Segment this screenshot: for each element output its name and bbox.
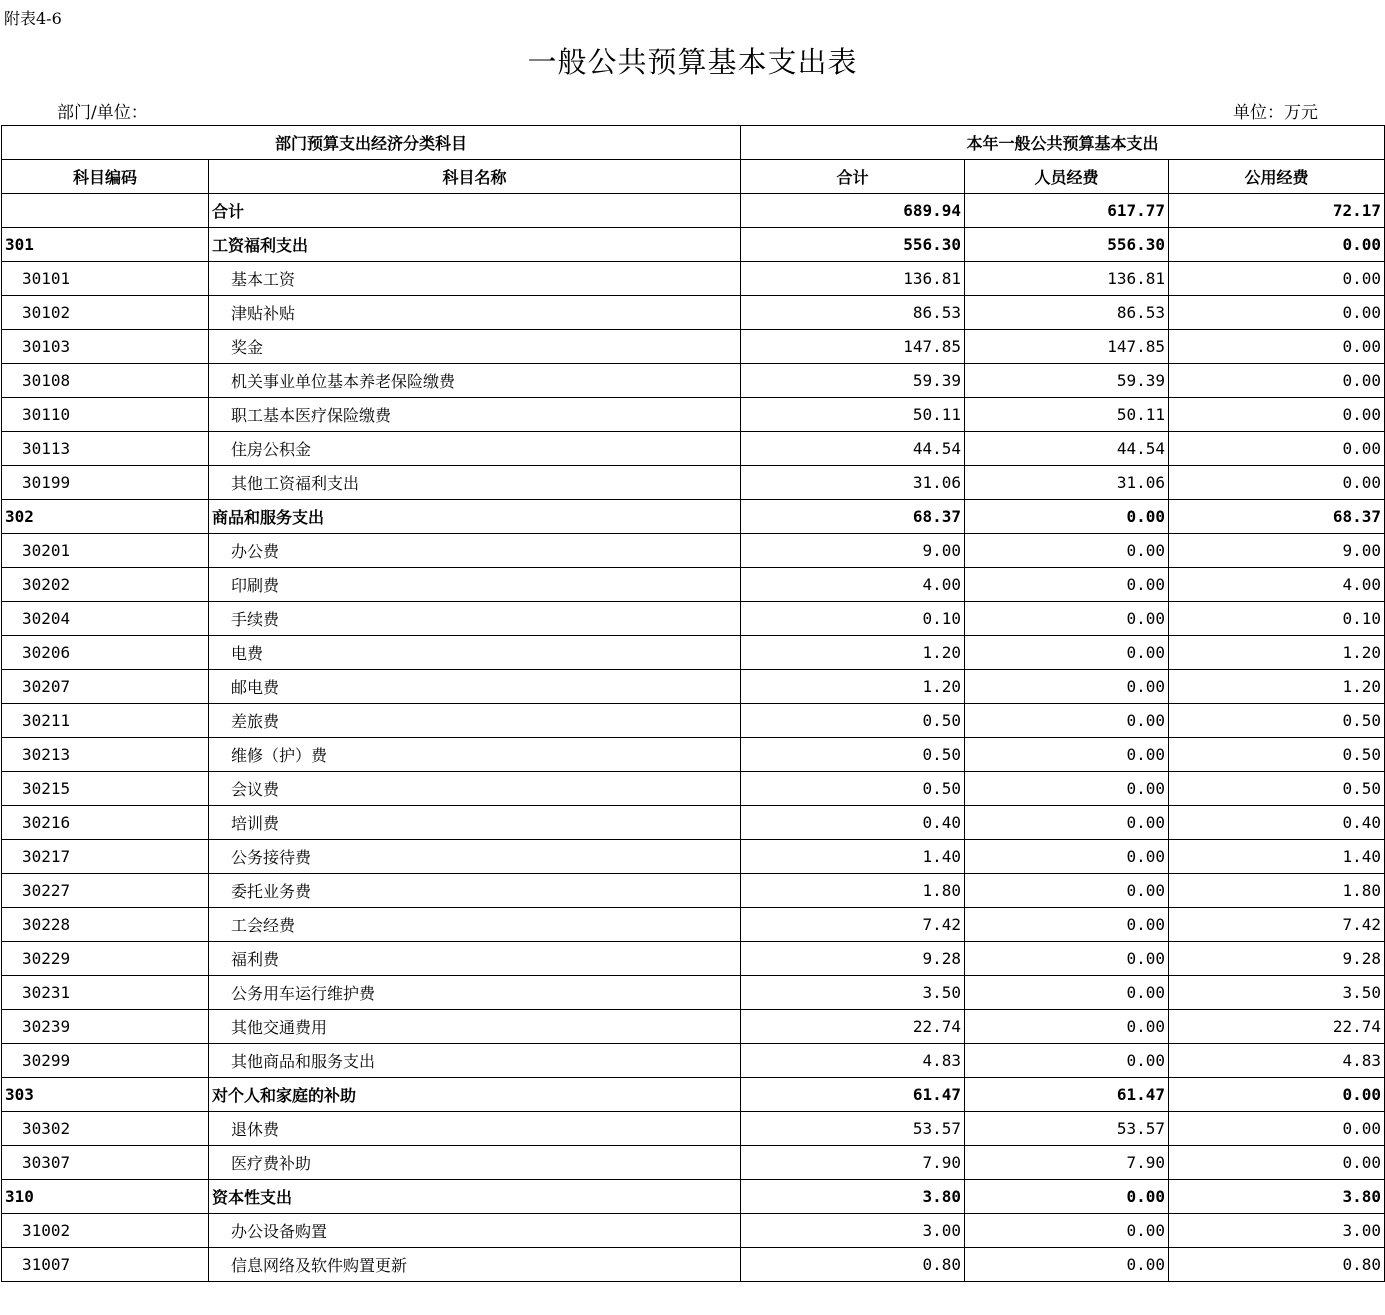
table-row <box>2 738 1385 772</box>
column-header-total: 合计 <box>741 160 965 194</box>
table-row <box>2 1180 1385 1214</box>
table-row <box>2 398 1385 432</box>
table-row <box>2 568 1385 602</box>
cell-public: 1.40 <box>1169 840 1385 874</box>
cell-code: 31002 <box>2 1214 209 1248</box>
cell-name: 其他工资福利支出 <box>209 466 741 500</box>
cell-code: 30207 <box>2 670 209 704</box>
cell-personnel: 0.00 <box>965 636 1169 670</box>
cell-name: 信息网络及软件购置更新 <box>209 1248 741 1282</box>
cell-total: 31.06 <box>741 466 965 500</box>
cell-personnel: 59.39 <box>965 364 1169 398</box>
cell-total: 86.53 <box>741 296 965 330</box>
cell-total: 44.54 <box>741 432 965 466</box>
cell-name: 差旅费 <box>209 704 741 738</box>
cell-name: 培训费 <box>209 806 741 840</box>
group-header-row <box>2 126 1385 160</box>
cell-code: 30101 <box>2 262 209 296</box>
table-row <box>2 534 1385 568</box>
table-row <box>2 1112 1385 1146</box>
cell-total: 4.83 <box>741 1044 965 1078</box>
cell-name: 印刷费 <box>209 568 741 602</box>
cell-total: 22.74 <box>741 1010 965 1044</box>
cell-public: 7.42 <box>1169 908 1385 942</box>
cell-name: 商品和服务支出 <box>209 500 741 534</box>
cell-total: 4.00 <box>741 568 965 602</box>
cell-public: 72.17 <box>1169 194 1385 228</box>
cell-name: 奖金 <box>209 330 741 364</box>
cell-name: 工会经费 <box>209 908 741 942</box>
page-title: 一般公共预算基本支出表 <box>527 45 858 79</box>
cell-public: 1.80 <box>1169 874 1385 908</box>
cell-public: 0.80 <box>1169 1248 1385 1282</box>
cell-personnel: 7.90 <box>965 1146 1169 1180</box>
expenditure-table <box>1 125 1385 1282</box>
cell-total: 0.80 <box>741 1248 965 1282</box>
cell-total: 689.94 <box>741 194 965 228</box>
cell-code: 30108 <box>2 364 209 398</box>
cell-code: 30239 <box>2 1010 209 1044</box>
cell-public: 1.20 <box>1169 670 1385 704</box>
cell-public: 0.50 <box>1169 704 1385 738</box>
table-row <box>2 908 1385 942</box>
cell-personnel: 617.77 <box>965 194 1169 228</box>
cell-public: 1.20 <box>1169 636 1385 670</box>
cell-public: 3.50 <box>1169 976 1385 1010</box>
cell-total: 1.20 <box>741 636 965 670</box>
cell-code: 30202 <box>2 568 209 602</box>
cell-personnel: 86.53 <box>965 296 1169 330</box>
column-header-public: 公用经费 <box>1169 160 1385 194</box>
table-row <box>2 942 1385 976</box>
cell-personnel: 0.00 <box>965 806 1169 840</box>
cell-public: 0.00 <box>1169 262 1385 296</box>
cell-code: 30213 <box>2 738 209 772</box>
cell-total: 3.80 <box>741 1180 965 1214</box>
cell-name: 办公设备购置 <box>209 1214 741 1248</box>
cell-total: 50.11 <box>741 398 965 432</box>
table-row <box>2 466 1385 500</box>
cell-name: 维修（护）费 <box>209 738 741 772</box>
cell-name: 福利费 <box>209 942 741 976</box>
cell-public: 0.00 <box>1169 1078 1385 1112</box>
table-row <box>2 330 1385 364</box>
cell-personnel: 556.30 <box>965 228 1169 262</box>
table-row <box>2 670 1385 704</box>
cell-name: 办公费 <box>209 534 741 568</box>
cell-code: 30299 <box>2 1044 209 1078</box>
table-row <box>2 874 1385 908</box>
cell-total: 9.00 <box>741 534 965 568</box>
cell-code: 30302 <box>2 1112 209 1146</box>
table-row <box>2 500 1385 534</box>
cell-code: 30227 <box>2 874 209 908</box>
cell-name: 会议费 <box>209 772 741 806</box>
cell-total: 1.20 <box>741 670 965 704</box>
cell-code <box>2 194 209 228</box>
attachment-label: 附表4-6 <box>4 9 62 28</box>
table-row <box>2 1146 1385 1180</box>
cell-code: 30307 <box>2 1146 209 1180</box>
cell-name: 退休费 <box>209 1112 741 1146</box>
cell-name: 其他商品和服务支出 <box>209 1044 741 1078</box>
cell-code: 30102 <box>2 296 209 330</box>
cell-total: 3.00 <box>741 1214 965 1248</box>
cell-code: 30201 <box>2 534 209 568</box>
cell-personnel: 0.00 <box>965 976 1169 1010</box>
cell-personnel: 0.00 <box>965 1010 1169 1044</box>
cell-total: 0.50 <box>741 738 965 772</box>
cell-personnel: 0.00 <box>965 1214 1169 1248</box>
cell-total: 556.30 <box>741 228 965 262</box>
cell-name: 邮电费 <box>209 670 741 704</box>
cell-personnel: 136.81 <box>965 262 1169 296</box>
table-row <box>2 1078 1385 1112</box>
table-row <box>2 262 1385 296</box>
cell-total: 9.28 <box>741 942 965 976</box>
cell-personnel: 0.00 <box>965 704 1169 738</box>
cell-public: 4.00 <box>1169 568 1385 602</box>
cell-name: 津贴补贴 <box>209 296 741 330</box>
cell-code: 30217 <box>2 840 209 874</box>
cell-personnel: 0.00 <box>965 602 1169 636</box>
cell-personnel: 0.00 <box>965 1248 1169 1282</box>
cell-name: 医疗费补助 <box>209 1146 741 1180</box>
cell-name: 对个人和家庭的补助 <box>209 1078 741 1112</box>
department-label: 部门/单位： <box>57 103 148 123</box>
cell-total: 136.81 <box>741 262 965 296</box>
cell-public: 0.00 <box>1169 466 1385 500</box>
cell-name: 手续费 <box>209 602 741 636</box>
cell-personnel: 50.11 <box>965 398 1169 432</box>
cell-code: 30216 <box>2 806 209 840</box>
table-row <box>2 296 1385 330</box>
cell-name: 合计 <box>209 194 741 228</box>
column-header-row <box>2 160 1385 194</box>
cell-public: 0.00 <box>1169 330 1385 364</box>
cell-personnel: 31.06 <box>965 466 1169 500</box>
table-row <box>2 1010 1385 1044</box>
cell-code: 30215 <box>2 772 209 806</box>
cell-total: 0.50 <box>741 704 965 738</box>
group-header-left: 部门预算支出经济分类科目 <box>2 126 741 160</box>
unit-label: 单位：万元 <box>1233 103 1318 123</box>
table-row <box>2 1214 1385 1248</box>
table-row <box>2 806 1385 840</box>
cell-personnel: 0.00 <box>965 1180 1169 1214</box>
cell-total: 3.50 <box>741 976 965 1010</box>
cell-name: 职工基本医疗保险缴费 <box>209 398 741 432</box>
cell-code: 30204 <box>2 602 209 636</box>
cell-code: 30211 <box>2 704 209 738</box>
cell-personnel: 0.00 <box>965 874 1169 908</box>
cell-code: 30199 <box>2 466 209 500</box>
cell-name: 住房公积金 <box>209 432 741 466</box>
cell-public: 0.00 <box>1169 398 1385 432</box>
cell-personnel: 0.00 <box>965 670 1169 704</box>
cell-personnel: 0.00 <box>965 738 1169 772</box>
cell-public: 0.00 <box>1169 296 1385 330</box>
table-row <box>2 228 1385 262</box>
cell-total: 68.37 <box>741 500 965 534</box>
cell-code: 310 <box>2 1180 209 1214</box>
cell-public: 0.00 <box>1169 432 1385 466</box>
cell-personnel: 147.85 <box>965 330 1169 364</box>
cell-public: 22.74 <box>1169 1010 1385 1044</box>
cell-public: 0.00 <box>1169 1112 1385 1146</box>
cell-public: 3.80 <box>1169 1180 1385 1214</box>
column-header-personnel: 人员经费 <box>965 160 1169 194</box>
cell-personnel: 0.00 <box>965 772 1169 806</box>
cell-total: 0.50 <box>741 772 965 806</box>
cell-code: 30206 <box>2 636 209 670</box>
column-header-name: 科目名称 <box>209 160 741 194</box>
cell-personnel: 0.00 <box>965 1044 1169 1078</box>
cell-name: 资本性支出 <box>209 1180 741 1214</box>
table-row <box>2 194 1385 228</box>
cell-personnel: 0.00 <box>965 568 1169 602</box>
cell-public: 9.28 <box>1169 942 1385 976</box>
table-row <box>2 636 1385 670</box>
cell-code: 30103 <box>2 330 209 364</box>
cell-total: 59.39 <box>741 364 965 398</box>
table-row <box>2 1044 1385 1078</box>
cell-code: 30228 <box>2 908 209 942</box>
table-row <box>2 976 1385 1010</box>
cell-name: 基本工资 <box>209 262 741 296</box>
cell-total: 1.40 <box>741 840 965 874</box>
table-row <box>2 602 1385 636</box>
cell-code: 31007 <box>2 1248 209 1282</box>
cell-code: 303 <box>2 1078 209 1112</box>
cell-personnel: 0.00 <box>965 908 1169 942</box>
cell-public: 4.83 <box>1169 1044 1385 1078</box>
cell-name: 工资福利支出 <box>209 228 741 262</box>
cell-code: 30231 <box>2 976 209 1010</box>
cell-name: 公务接待费 <box>209 840 741 874</box>
column-header-code: 科目编码 <box>2 160 209 194</box>
cell-name: 委托业务费 <box>209 874 741 908</box>
cell-personnel: 61.47 <box>965 1078 1169 1112</box>
cell-public: 0.50 <box>1169 772 1385 806</box>
cell-personnel: 44.54 <box>965 432 1169 466</box>
cell-code: 30110 <box>2 398 209 432</box>
table-row <box>2 1248 1385 1282</box>
group-header-right: 本年一般公共预算基本支出 <box>741 126 1385 160</box>
cell-public: 68.37 <box>1169 500 1385 534</box>
cell-total: 53.57 <box>741 1112 965 1146</box>
cell-name: 电费 <box>209 636 741 670</box>
cell-total: 1.80 <box>741 874 965 908</box>
table-row <box>2 840 1385 874</box>
cell-name: 其他交通费用 <box>209 1010 741 1044</box>
cell-public: 9.00 <box>1169 534 1385 568</box>
cell-public: 0.00 <box>1169 228 1385 262</box>
cell-name: 公务用车运行维护费 <box>209 976 741 1010</box>
cell-public: 0.50 <box>1169 738 1385 772</box>
cell-total: 7.90 <box>741 1146 965 1180</box>
cell-code: 30113 <box>2 432 209 466</box>
cell-total: 0.10 <box>741 602 965 636</box>
cell-total: 7.42 <box>741 908 965 942</box>
cell-total: 147.85 <box>741 330 965 364</box>
cell-personnel: 0.00 <box>965 840 1169 874</box>
table-row <box>2 432 1385 466</box>
cell-code: 30229 <box>2 942 209 976</box>
cell-public: 3.00 <box>1169 1214 1385 1248</box>
cell-public: 0.00 <box>1169 1146 1385 1180</box>
cell-personnel: 0.00 <box>965 534 1169 568</box>
table-row <box>2 704 1385 738</box>
table-row <box>2 364 1385 398</box>
cell-personnel: 0.00 <box>965 942 1169 976</box>
cell-public: 0.00 <box>1169 364 1385 398</box>
cell-public: 0.40 <box>1169 806 1385 840</box>
cell-code: 301 <box>2 228 209 262</box>
cell-code: 302 <box>2 500 209 534</box>
cell-name: 机关事业单位基本养老保险缴费 <box>209 364 741 398</box>
cell-personnel: 53.57 <box>965 1112 1169 1146</box>
cell-personnel: 0.00 <box>965 500 1169 534</box>
cell-total: 61.47 <box>741 1078 965 1112</box>
cell-total: 0.40 <box>741 806 965 840</box>
cell-public: 0.10 <box>1169 602 1385 636</box>
table-row <box>2 772 1385 806</box>
